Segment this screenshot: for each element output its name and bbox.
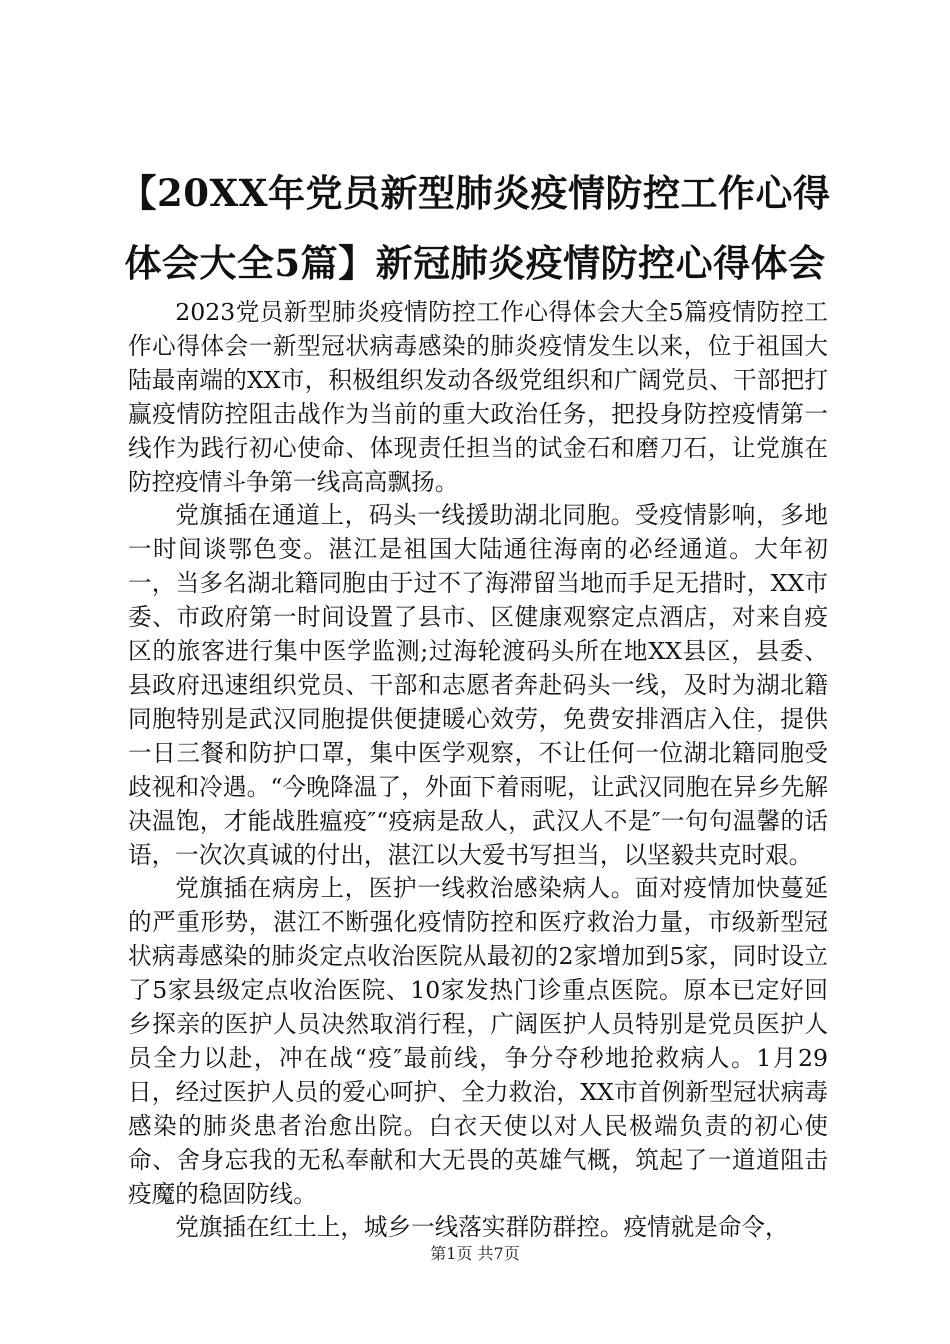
document-body bbox=[128, 296, 828, 1245]
document-title: 【20XX年党员新型肺炎疫情防控工作心得体会大全5篇】新冠肺炎疫情防控心得体会 bbox=[119, 171, 831, 285]
paragraph: 2023党员新型肺炎疫情防控工作心得体会大全5篇疫情防控工作心得体会一新型冠状病毒感染的肺炎疫情发生以来，位于祖国大陆最南端的XX市，积极组织发动各级党组织和广阔党员、干部把打赢疫情防控阻击战作为当前的重大政治任务，把投身防控疫情第一线作为践行初心使命、体现责任担当的试金石和磨刀石，让党旗在防控疫情斗争第一线高高飘扬。 bbox=[128, 298, 828, 496]
page-number-footer: 第1页 共7页 bbox=[430, 1244, 520, 1263]
paragraph: 党旗插在通道上，码头一线援助湖北同胞。受疫情影响，多地一时间谈鄂色变。湛江是祖国大陆通往海南的必经通道。大年初一，当多名湖北籍同胞由于过不了海滞留当地而手足无措时，XX市委、市政府第一时间设置了县市、区健康观察定点酒店，对来自疫区的旅客进行集中医学监测;过海轮渡码头所在地XX县区，县委、县政府迅速组织党员、干部和志愿者奔赴码头一线，及时为湖北籍同胞特别是武汉同胞提供便捷暖心效劳，免费安排酒店入住，提供一日三餐和防护口罩，集中医学观察，不让任何一位湖北籍同胞受歧视和冷遇。“今晚降温了，外面下着雨呢，让武汉同胞在异乡先解决温饱，才能战胜瘟疫″“疫病是敌人，武汉人不是″一句句温馨的话语，一次次真诚的付出，湛江以大爱书写担当，以坚毅共克时艰。 bbox=[128, 501, 828, 869]
paragraph: 党旗插在病房上，医护一线救治感染病人。面对疫情加快蔓延的严重形势，湛江不断强化疫情防控和医疗救治力量，市级新型冠状病毒感染的肺炎定点收治医院从最初的2家增加到5家，同时设立了5家县级定点收治医院、10家发热门诊重点医院。原本已定好回乡探亲的医护人员决然取消行程，广阔医护人员特别是党员医护人员全力以赴，冲在战“疫″最前线，争分夺秒地抢救病人。1月29日，经过医护人员的爱心呵护、全力救治，XX市首例新型冠状病毒感染的肺炎患者治愈出院。白衣天使以对人民极端负责的初心使命、舍身忘我的无私奉献和大无畏的英雄气概，筑起了一道道阻击疫魔的稳固防线。 bbox=[128, 874, 828, 1208]
paragraph: 党旗插在红土上，城乡一线落实群防群控。疫情就是命令， bbox=[175, 1213, 789, 1242]
